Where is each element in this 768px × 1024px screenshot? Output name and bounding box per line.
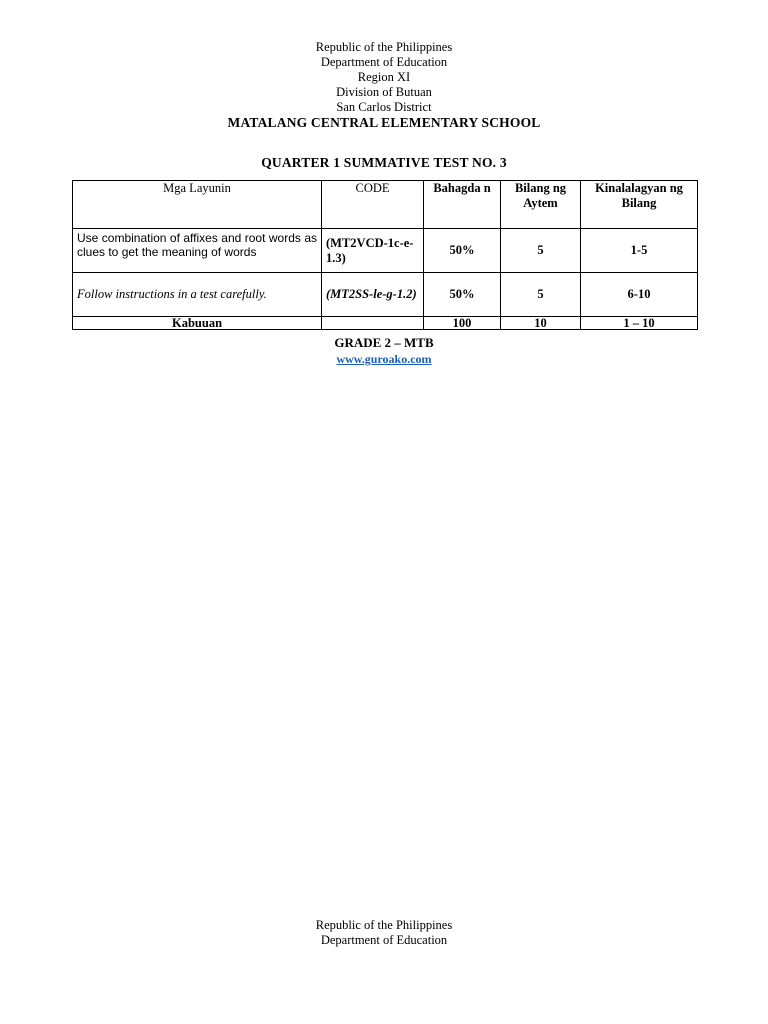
header-line-district: San Carlos District bbox=[336, 100, 432, 114]
header-code: CODE bbox=[322, 181, 424, 229]
row-items: 5 bbox=[501, 229, 581, 273]
header-objectives: Mga Layunin bbox=[73, 181, 322, 229]
website-link[interactable]: www.guroako.com bbox=[336, 352, 432, 366]
header-line-department: Department of Education bbox=[320, 55, 448, 69]
document-header bbox=[0, 40, 768, 130]
total-percent: 100 bbox=[424, 317, 501, 330]
header-percentage: Bahagda n bbox=[424, 181, 501, 229]
footer-line-department: Department of Education bbox=[320, 933, 448, 947]
school-name: MATALANG CENTRAL ELEMENTARY SCHOOL bbox=[227, 115, 541, 130]
row-code: (MT2SS-le-g-1.2) bbox=[322, 273, 424, 317]
header-item-count: Bilang ng Aytem bbox=[501, 181, 581, 229]
table-header-row bbox=[73, 181, 698, 229]
table-row bbox=[73, 273, 698, 317]
website-link-container bbox=[0, 352, 768, 367]
table-row bbox=[73, 229, 698, 273]
total-label: Kabuuan bbox=[73, 317, 322, 330]
total-placement: 1 – 10 bbox=[581, 317, 698, 330]
header-line-division: Division of Butuan bbox=[336, 85, 432, 99]
header-line-republic: Republic of the Philippines bbox=[315, 40, 453, 54]
grade-label: GRADE 2 – MTB bbox=[334, 335, 434, 350]
total-items: 10 bbox=[501, 317, 581, 330]
row-placement: 1-5 bbox=[581, 229, 698, 273]
header-item-placement: Kinalalagyan ng Bilang bbox=[581, 181, 698, 229]
table-of-specifications bbox=[72, 180, 698, 330]
row-placement: 6-10 bbox=[581, 273, 698, 317]
row-code: (MT2VCD-1c-e-1.3) bbox=[322, 229, 424, 273]
total-code bbox=[322, 317, 424, 330]
row-items: 5 bbox=[501, 273, 581, 317]
table-total-row bbox=[73, 317, 698, 330]
row-objective: Use combination of affixes and root words as clues to get the meaning of words bbox=[73, 229, 322, 273]
row-objective: Follow instructions in a test carefully. bbox=[73, 273, 322, 317]
header-line-region: Region XI bbox=[357, 70, 411, 84]
next-page-header bbox=[0, 918, 768, 948]
test-title: QUARTER 1 SUMMATIVE TEST NO. 3 bbox=[261, 155, 507, 170]
row-percent: 50% bbox=[424, 273, 501, 317]
row-percent: 50% bbox=[424, 229, 501, 273]
footer-line-republic: Republic of the Philippines bbox=[315, 918, 453, 932]
